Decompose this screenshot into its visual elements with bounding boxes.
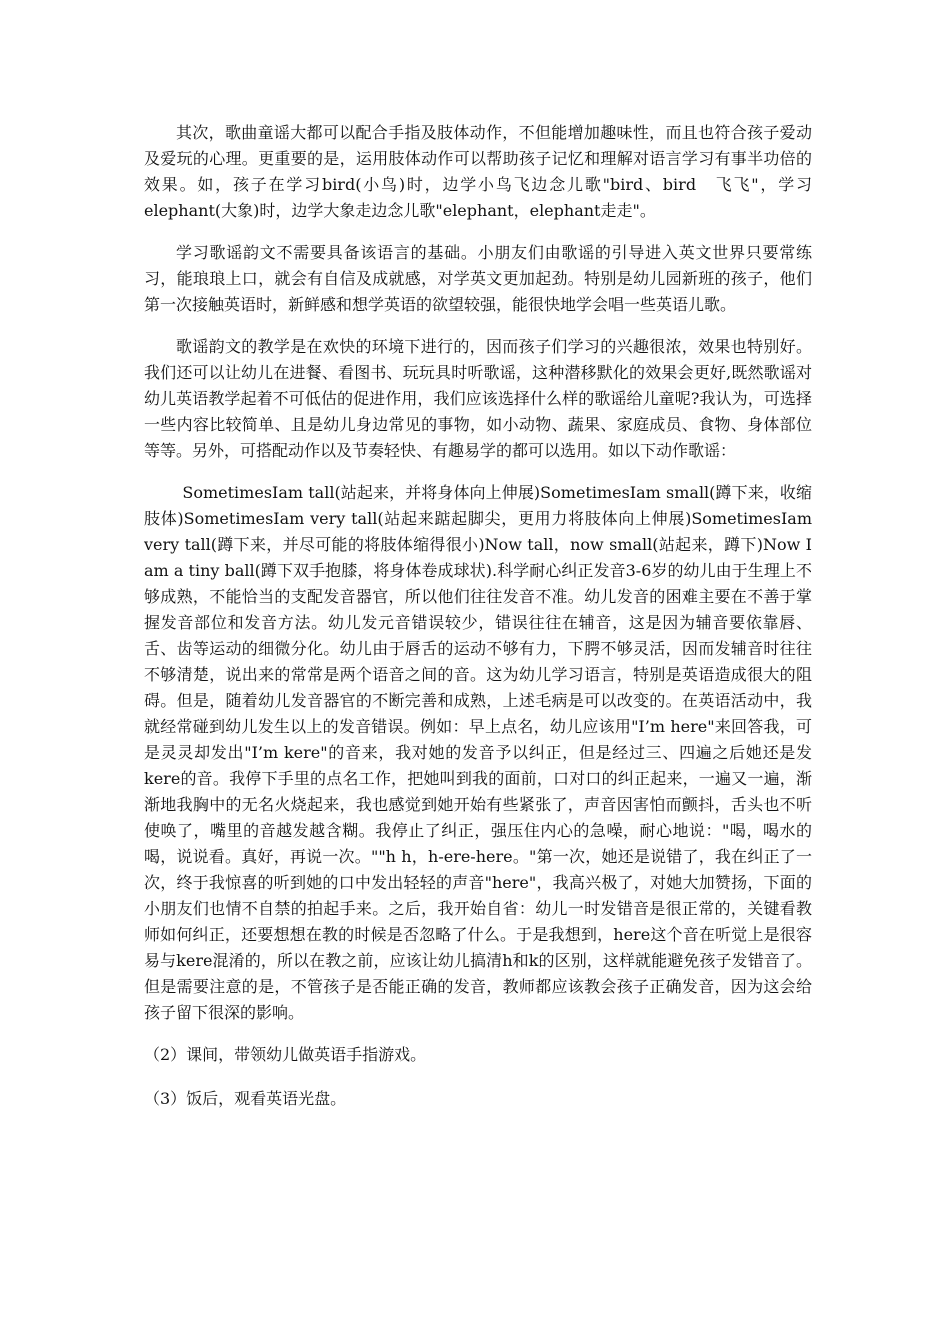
paragraph-action-rhyme-and-pronunciation: SometimesIam tall(站起来，并将身体向上伸展)SometimesIam small(蹲下来，收缩肢体)SometimesIam very tall(站起来踮起脚尖，更用力将肢体向上伸展)SometimesIam very tall(蹲下来，并尽可能的将肢体缩得很小)Now tall，now small(站起来，蹲下)Now I am a tiny ball(蹲下双手抱膝，将身体卷成球状).科学耐心纠正发音3-6岁的幼儿由于生理上不够成熟，不能恰当的支配发音器官，所以他们往往发音不准。幼儿发音的困难主要在不善于掌握发音部位和发音方法。幼儿发元音错误较少，错误往往在辅音，这是因为辅音要依靠唇、舌、齿等运动的细微分化。幼儿由于唇舌的运动不够有力，下腭不够灵活，因而发辅音时往往不够清楚，说出来的常常是两个语音之间的音。这为幼儿学习语言，特别是英语造成很大的阻碍。但是，随着幼儿发音器官的不断完善和成熟，上述毛病是可以改变的。在英语活动中，我就经常碰到幼儿发生以上的发音错误。例如：早上点名，幼儿应该用"I’m here"来回答我，可是灵灵却发出"I’m kere"的音来，我对她的发音予以纠正，但是经过三、四遍之后她还是发kere的音。我停下手里的点名工作，把她叫到我的面前，口对口的纠正起来，一遍又一遍，渐渐地我胸中的无名火烧起来，我也感觉到她开始有些紧张了，声音因害怕而颤抖，舌头也不听使唤了，嘴里的音越发越含糊。我停止了纠正，强压住内心的急噪，耐心地说："喝，喝水的喝，说说看。真好，再说一次。""h h，h-ere-here。"第一次，她还是说错了，我在纠正了一次，终于我惊喜的听到她的口中发出轻轻的声音"here"，我高兴极了，对她大加赞扬，下面的小朋友们也情不自禁的拍起手来。之后，我开始自省：幼儿一时发错音是很正常的，关键看教师如何纠正，还要想想在教的时候是否忽略了什么。于是我想到，here这个音在听觉上是很容易与kere混淆的，所以在教之前，应该让幼儿搞清h和k的区别，这样就能避免孩子发错音了。但是需要注意的是，不管孩子是否能正确的发音，教师都应该教会孩子正确发音，因为这会给孩子留下很深的影响。 (144, 483, 812, 1022)
document-page (144, 120, 812, 1130)
paragraph-rhymes-no-foundation: 学习歌谣韵文不需要具备该语言的基础。小朋友们由歌谣的引导进入英文世界只要常练习，能琅琅上口，就会有自信及成就感，对学英文更加起劲。特别是幼儿园新班的孩子，他们第一次接触英语时，新鲜感和想学英语的欲望较强，能很快地学会唱一些英语儿歌。 (144, 243, 812, 314)
paragraph-rhyme-selection: 歌谣韵文的教学是在欢快的环境下进行的，因而孩子们学习的兴趣很浓，效果也特别好。我们还可以让幼儿在进餐、看图书、玩玩具时听歌谣，这种潜移默化的效果会更好,既然歌谣对幼儿英语教学起着不可低估的促进作用，我们应该选择什么样的歌谣给儿童呢?我认为，可选择一些内容比较简单、且是幼儿身边常见的事物，如小动物、蔬果、家庭成员、食物、身体部位等等。另外，可搭配动作以及节奏轻快、有趣易学的都可以选用。如以下动作歌谣： (144, 337, 812, 460)
list-item-finger-games: （2）课间，带领幼儿做英语手指游戏。 (144, 1045, 427, 1064)
paragraph-finger-body-actions: 其次，歌曲童谣大都可以配合手指及肢体动作，不但能增加趣味性，而且也符合孩子爱动及爱玩的心理。更重要的是，运用肢体动作可以帮助孩子记忆和理解对语言学习有事半功倍的效果。如，孩子在学习bird(小鸟)时，边学小鸟飞边念儿歌"bird、bird 飞飞"，学习elephant(大象)时，边学大象走边念儿歌"elephant，elephant走走"。 (144, 123, 812, 220)
list-item-watch-discs: （3）饭后，观看英语光盘。 (144, 1089, 347, 1108)
